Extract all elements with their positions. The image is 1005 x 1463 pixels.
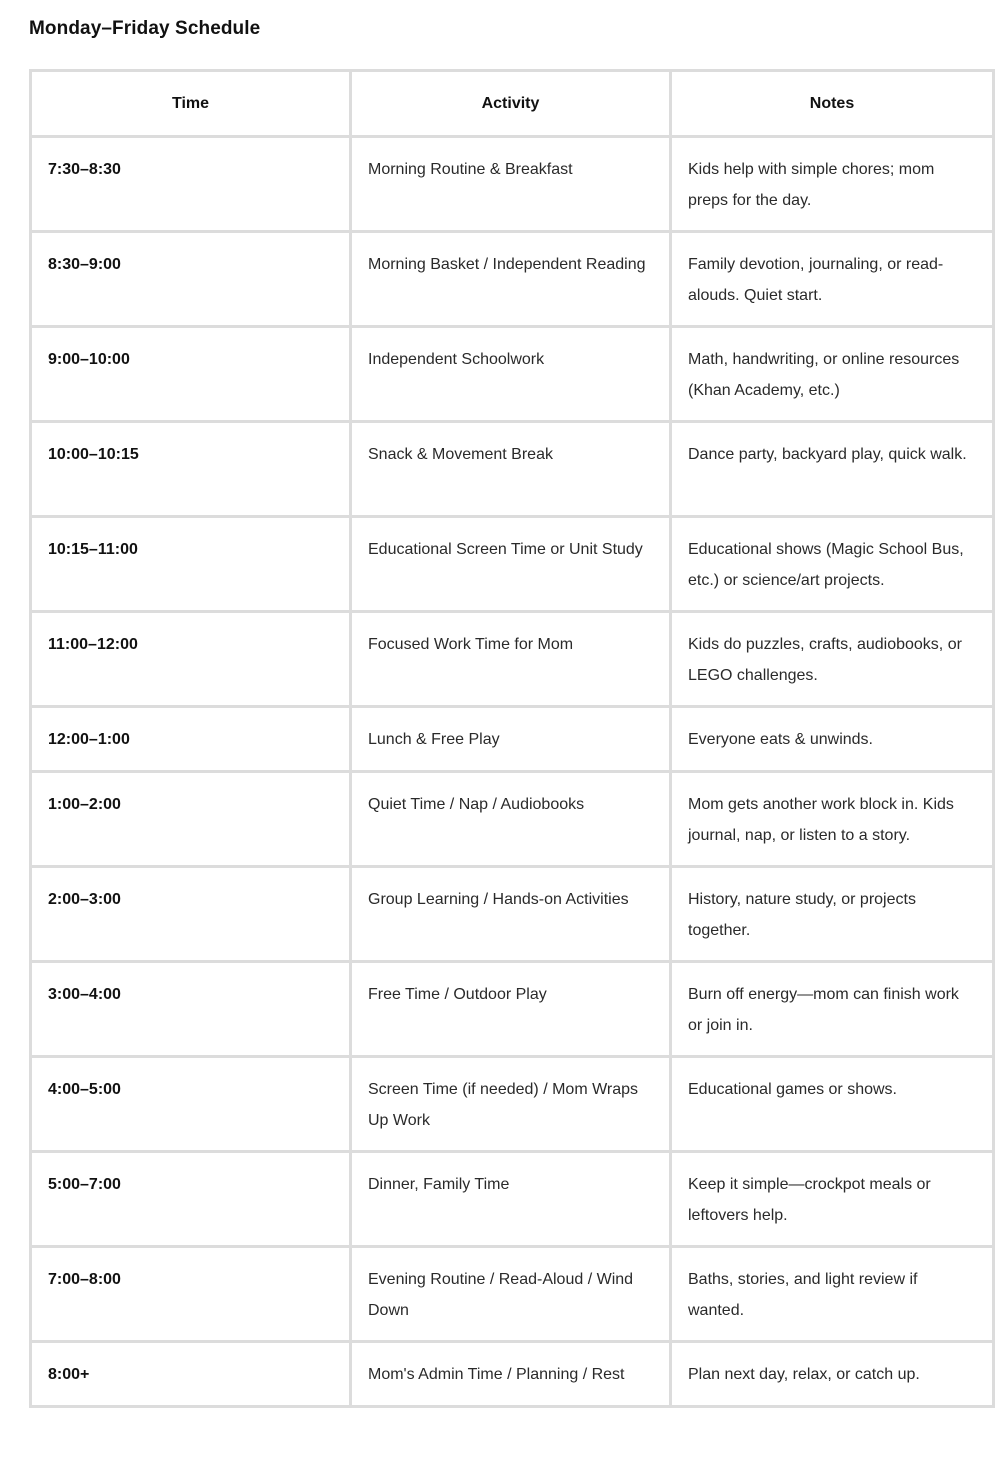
time-cell: 9:00–10:00 bbox=[31, 327, 351, 422]
column-header-activity: Activity bbox=[351, 71, 671, 137]
notes-cell: Keep it simple—crockpot meals or leftovers help. bbox=[671, 1152, 994, 1247]
activity-cell: Lunch & Free Play bbox=[351, 707, 671, 772]
notes-cell: Baths, stories, and light review if wanted. bbox=[671, 1247, 994, 1342]
table-header-row bbox=[31, 71, 994, 137]
time-cell: 3:00–4:00 bbox=[31, 962, 351, 1057]
notes-cell: Educational shows (Magic School Bus, etc.) or science/art projects. bbox=[671, 517, 994, 612]
time-cell: 8:00+ bbox=[31, 1342, 351, 1407]
time-cell: 11:00–12:00 bbox=[31, 612, 351, 707]
activity-cell: Evening Routine / Read-Aloud / Wind Down bbox=[351, 1247, 671, 1342]
table-row bbox=[31, 422, 994, 517]
time-cell: 2:00–3:00 bbox=[31, 867, 351, 962]
time-cell: 1:00–2:00 bbox=[31, 772, 351, 867]
time-cell: 5:00–7:00 bbox=[31, 1152, 351, 1247]
time-cell: 4:00–5:00 bbox=[31, 1057, 351, 1152]
table-row bbox=[31, 137, 994, 232]
time-cell: 8:30–9:00 bbox=[31, 232, 351, 327]
column-header-notes: Notes bbox=[671, 71, 994, 137]
notes-cell: Kids help with simple chores; mom preps for the day. bbox=[671, 137, 994, 232]
table-row bbox=[31, 1152, 994, 1247]
table-row bbox=[31, 612, 994, 707]
schedule-table bbox=[29, 69, 995, 1408]
notes-cell: Mom gets another work block in. Kids journal, nap, or listen to a story. bbox=[671, 772, 994, 867]
activity-cell: Screen Time (if needed) / Mom Wraps Up Work bbox=[351, 1057, 671, 1152]
activity-cell: Dinner, Family Time bbox=[351, 1152, 671, 1247]
table-row bbox=[31, 1057, 994, 1152]
activity-cell: Morning Routine & Breakfast bbox=[351, 137, 671, 232]
notes-cell: Math, handwriting, or online resources (Khan Academy, etc.) bbox=[671, 327, 994, 422]
table-row bbox=[31, 707, 994, 772]
activity-cell: Free Time / Outdoor Play bbox=[351, 962, 671, 1057]
notes-cell: Plan next day, relax, or catch up. bbox=[671, 1342, 994, 1407]
notes-cell: Kids do puzzles, crafts, audiobooks, or LEGO challenges. bbox=[671, 612, 994, 707]
table-row bbox=[31, 517, 994, 612]
time-cell: 7:30–8:30 bbox=[31, 137, 351, 232]
activity-cell: Focused Work Time for Mom bbox=[351, 612, 671, 707]
column-header-time: Time bbox=[31, 71, 351, 137]
time-cell: 7:00–8:00 bbox=[31, 1247, 351, 1342]
time-cell: 10:00–10:15 bbox=[31, 422, 351, 517]
table-row bbox=[31, 1247, 994, 1342]
notes-cell: Educational games or shows. bbox=[671, 1057, 994, 1152]
activity-cell: Educational Screen Time or Unit Study bbox=[351, 517, 671, 612]
table-row bbox=[31, 1342, 994, 1407]
page-title: Monday–Friday Schedule bbox=[29, 18, 261, 39]
table-row bbox=[31, 327, 994, 422]
activity-cell: Mom's Admin Time / Planning / Rest bbox=[351, 1342, 671, 1407]
activity-cell: Snack & Movement Break bbox=[351, 422, 671, 517]
activity-cell: Independent Schoolwork bbox=[351, 327, 671, 422]
activity-cell: Morning Basket / Independent Reading bbox=[351, 232, 671, 327]
table-row bbox=[31, 772, 994, 867]
notes-cell: Family devotion, journaling, or read-alouds. Quiet start. bbox=[671, 232, 994, 327]
activity-cell: Group Learning / Hands-on Activities bbox=[351, 867, 671, 962]
time-cell: 12:00–1:00 bbox=[31, 707, 351, 772]
activity-cell: Quiet Time / Nap / Audiobooks bbox=[351, 772, 671, 867]
notes-cell: History, nature study, or projects together. bbox=[671, 867, 994, 962]
table-row bbox=[31, 232, 994, 327]
schedule-body bbox=[31, 137, 994, 1407]
time-cell: 10:15–11:00 bbox=[31, 517, 351, 612]
notes-cell: Everyone eats & unwinds. bbox=[671, 707, 994, 772]
table-row bbox=[31, 867, 994, 962]
notes-cell: Dance party, backyard play, quick walk. bbox=[671, 422, 994, 517]
table-row bbox=[31, 962, 994, 1057]
notes-cell: Burn off energy—mom can finish work or join in. bbox=[671, 962, 994, 1057]
